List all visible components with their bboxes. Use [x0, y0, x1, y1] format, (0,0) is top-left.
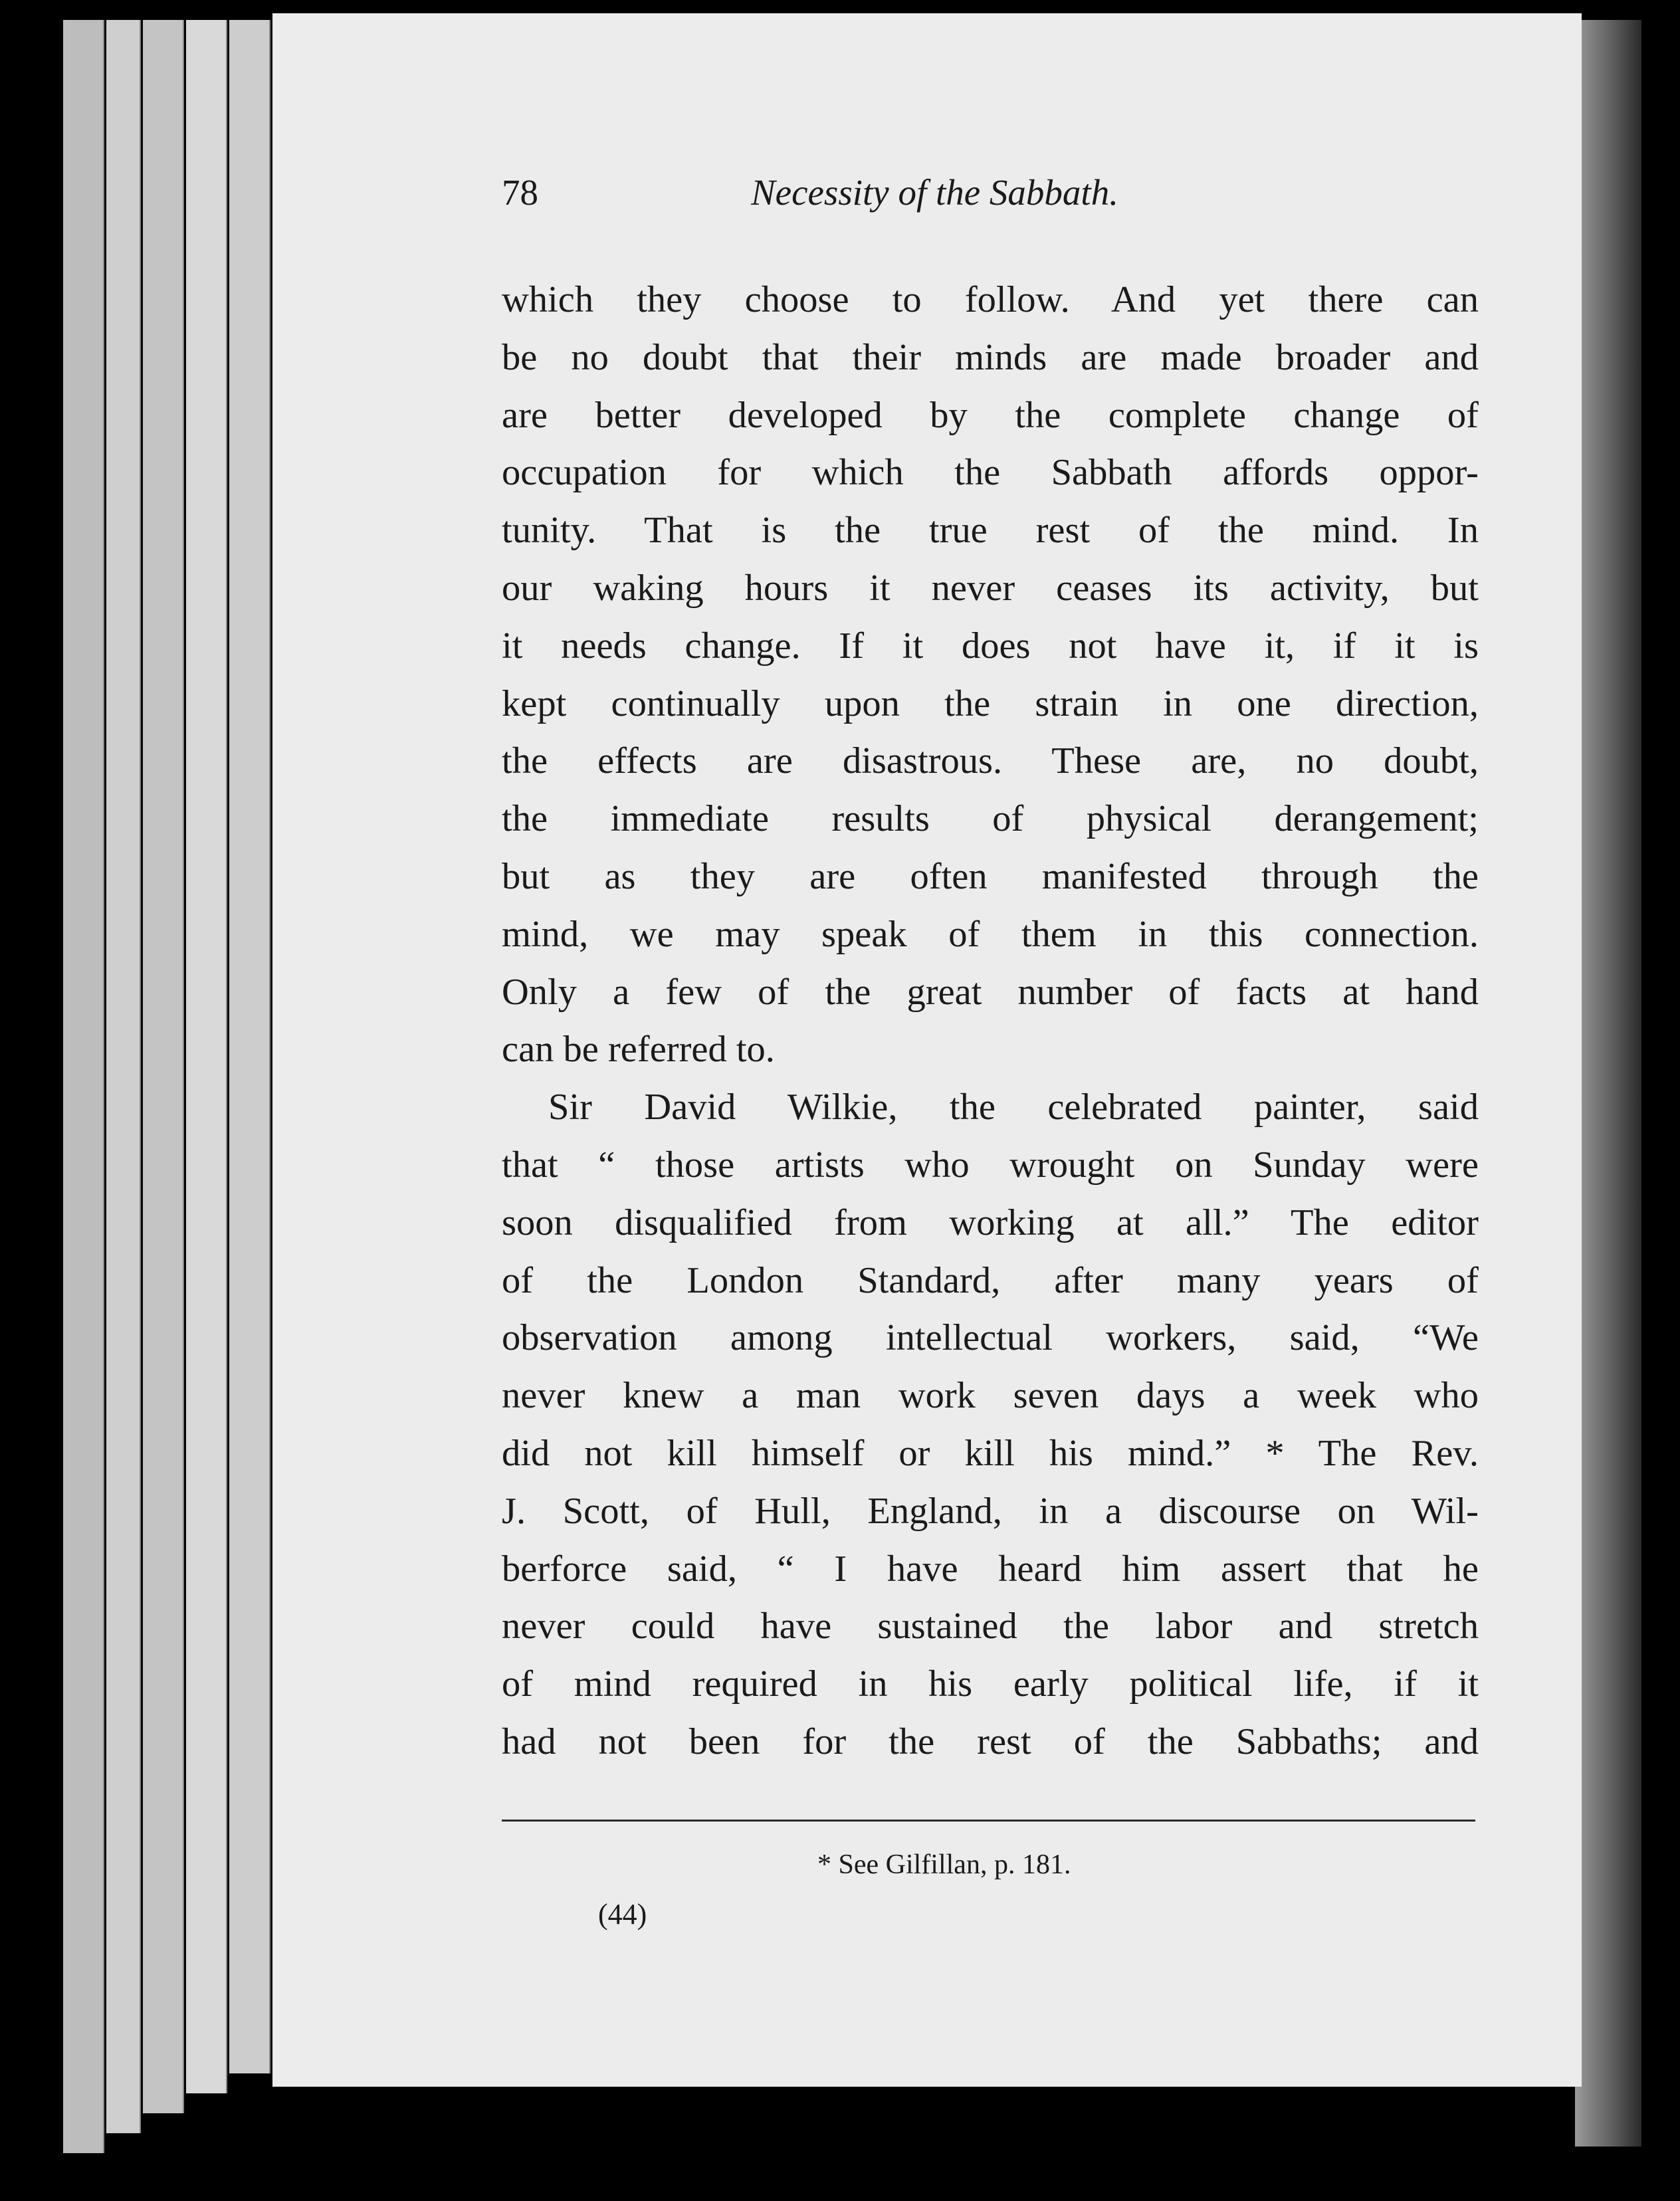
- text-line: did not kill himself or kill his mind.” * The Rev.: [502, 1432, 1479, 1474]
- text-line: never could have sustained the labor and stretch: [502, 1606, 1479, 1647]
- body-text: [502, 271, 1479, 1771]
- text-line: soon disqualified from working at all.” The editor: [502, 1202, 1479, 1243]
- text-line: are better developed by the complete change of: [502, 394, 1479, 436]
- text-line: can be referred to.: [502, 1029, 775, 1071]
- text-line: had not been for the rest of the Sabbaths; and: [502, 1721, 1479, 1762]
- page-edge: [106, 20, 141, 2133]
- page-edge: [186, 20, 227, 2093]
- page-number: 78: [502, 172, 538, 213]
- text-line: of mind required in his early political life, if it: [502, 1663, 1479, 1705]
- footnote-rule: [502, 1820, 1475, 1822]
- text-line: the effects are disastrous. These are, no doubt,: [502, 740, 1479, 782]
- text-line: occupation for which the Sabbath affords oppor-: [502, 452, 1479, 494]
- text-line: observation among intellectual workers, said, “We: [502, 1317, 1479, 1359]
- text-line: be no doubt that their minds are made broader and: [502, 336, 1479, 378]
- running-title: Necessity of the Sabbath.: [751, 172, 1118, 213]
- text-line: which they choose to follow. And yet there can: [502, 279, 1479, 320]
- text-line: mind, we may speak of them in this connection.: [502, 913, 1479, 955]
- text-line: Sir David Wilkie, the celebrated painter, said: [548, 1087, 1479, 1128]
- text-line: kept continually upon the strain in one direction,: [502, 682, 1479, 724]
- text-line: it needs change. If it does not have it, if it is: [502, 625, 1479, 667]
- text-line: tunity. That is the true rest of the mind. In: [502, 510, 1479, 552]
- text-line: J. Scott, of Hull, England, in a discourse on Wil-: [502, 1490, 1479, 1532]
- binding-gutter: [1575, 20, 1641, 2147]
- text-line: of the London Standard, after many years of: [502, 1259, 1479, 1301]
- text-line: our waking hours it never ceases its activity, but: [502, 567, 1479, 609]
- page-edge: [229, 20, 270, 2073]
- text-line: never knew a man work seven days a week who: [502, 1375, 1479, 1417]
- signature-mark: (44): [598, 1898, 647, 1931]
- running-header: [502, 171, 1239, 225]
- page-edge: [143, 20, 184, 2113]
- page-edge: [63, 20, 104, 2153]
- text-line: the immediate results of physical derangement;: [502, 798, 1479, 840]
- footnote: * See Gilfillan, p. 181.: [817, 1849, 1071, 1880]
- text-line: berforce said, “ I have heard him assert that he: [502, 1548, 1479, 1590]
- text-line: Only a few of the great number of facts at hand: [502, 971, 1479, 1013]
- text-line: that “ those artists who wrought on Sunday were: [502, 1144, 1479, 1186]
- text-line: but as they are often manifested through the: [502, 855, 1479, 897]
